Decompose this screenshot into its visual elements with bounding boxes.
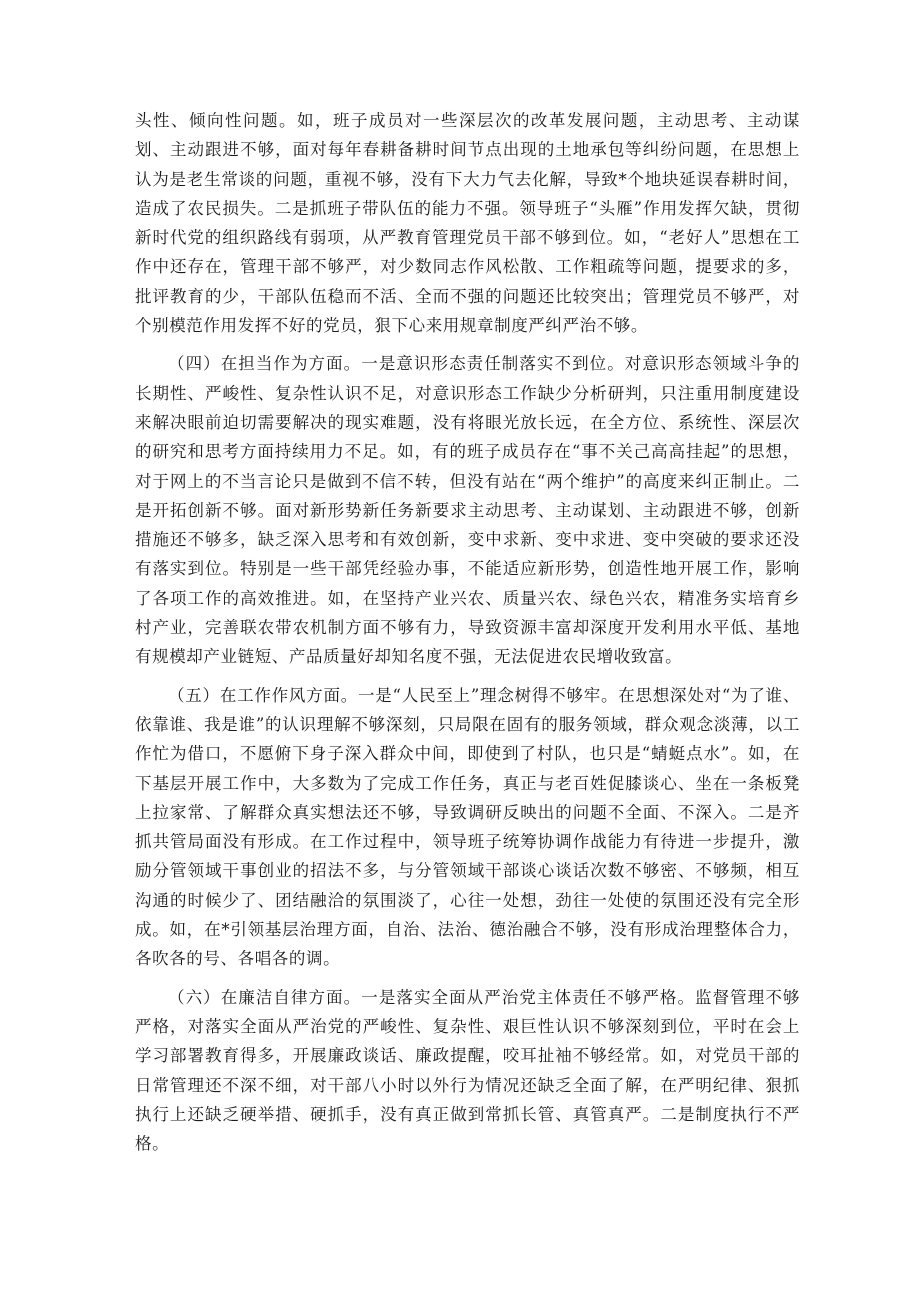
paragraph-section-6: （六）在廉洁自律方面。一是落实全面从严治党主体责任不够严格。监督管理不够严格，对落实全面从严治党的严峻性、复杂性、艰巨性认识不够深刻到位，平时在会上学习部署教育得多，开展廉政谈话、廉政提醒，咬耳扯袖不够经常。如，对党员干部的日常管理还不深不细，对干部八小时以外行为情况还缺乏全面了解，在严明纪律、狠抓执行上还缺乏硬举措、硬抓手，没有真正做到常抓长管、真管真严。二是制度执行不严格。 <box>135 987 800 1154</box>
paragraph-section-5: （五）在工作作风方面。一是“人民至上”理念树得不够牢。在思想深处对“为了谁、依靠谁、我是谁”的认识理解不够深刻，只局限在固有的服务领域，群众观念淡薄，以工作忙为借口，不愿俯下身子深入群众中间，即使到了村队，也只是“蜻蜓点水”。如，在下基层开展工作中，大多数为了完成工作任务，真正与老百姓促膝谈心、坐在一条板凳上拉家常、了解群众真实想法还不够，导致调研反映出的问题不全面、不深入。二是齐抓共管局面没有形成。在工作过程中，领导班子统筹协调作战能力有待进一步提升，激励分管领域干事创业的招法不多，与分管领域干部谈心谈话次数不够密、不够频，相互沟通的时候少了、团结融洽的氛围淡了，心往一处想，劲往一处使的氛围还没有完全形成。如，在*引领基层治理方面，自治、法治、德治融合不够，没有形成治理整体合力，各吹各的号、各唱各的调。 <box>135 685 800 969</box>
paragraph-continuation: 头性、倾向性问题。如，班子成员对一些深层次的改革发展问题，主动思考、主动谋划、主动跟进不够，面对每年春耕备耕时间节点出现的土地承包等纠纷问题，在思想上认为是老生常谈的问题，重视不够，没有下大力气去化解，导致*个地块延误春耕时间，造成了农民损失。二是抓班子带队伍的能力不强。领导班子“头雁”作用发挥欠缺，贯彻新时代党的组织路线有弱项，从严教育管理党员干部不够到位。如，“老好人”思想在工作中还存在，管理干部不够严，对少数同志作风松散、工作粗疏等问题，提要求的多，批评教育的少，干部队伍稳而不活、全而不强的问题还比较突出；管理党员不够严，对个别模范作用发挥不好的党员，狠下心来用规章制度严纠严治不够。 <box>135 111 800 336</box>
document-body <box>135 106 800 1167</box>
paragraph-section-4: （四）在担当作为方面。一是意识形态责任制落实不到位。对意识形态领域斗争的长期性、严峻性、复杂性认识不足，对意识形态工作缺少分析研判，只注重用制度建设来解决眼前迫切需要解决的现实难题，没有将眼光放长远，在全方位、系统性、深层次的研究和思考方面持续用力不足。如，有的班子成员存在“事不关己高高挂起”的思想，对于网上的不当言论只是做到不信不转，但没有站在“两个维护”的高度来纠正制止。二是开拓创新不够。面对新形势新任务新要求主动思考、主动谋划、主动跟进不够，创新措施还不够多，缺乏深入思考和有效创新，变中求新、变中求进、变中突破的要求还没有落实到位。特别是一些干部凭经验办事，不能适应新形势，创造性地开展工作，影响了各项工作的高效推进。如，在坚持产业兴农、质量兴农、绿色兴农，精准务实培育乡村产业，完善联农带农机制方面不够有力，导致资源丰富却深度开发利用水平低、基地有规模却产业链短、产品质量好却知名度不强，无法促进农民增收致富。 <box>135 354 800 667</box>
